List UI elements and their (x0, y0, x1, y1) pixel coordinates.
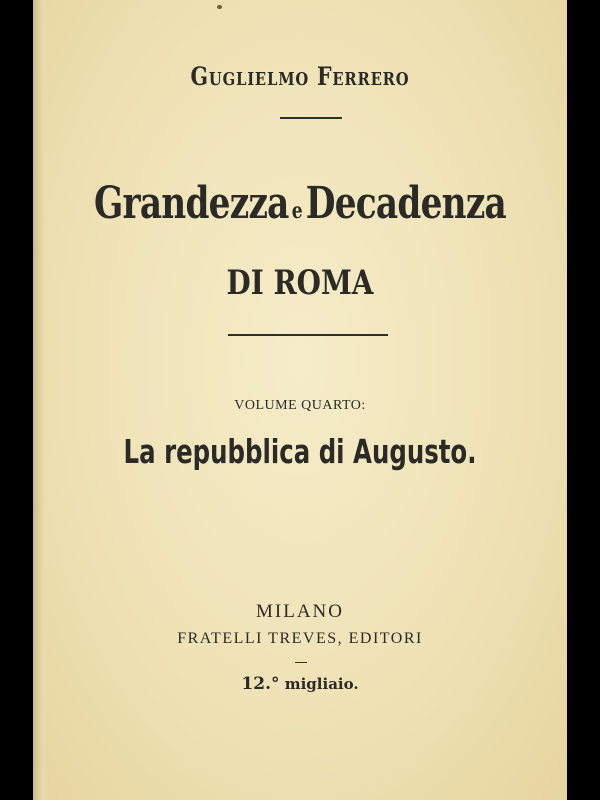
edition-word: migliaio. (284, 675, 359, 693)
volume-subtitle: La repubblica di Augusto. (123, 432, 477, 471)
publisher-name: FRATELLI TREVES, EDITORI (177, 630, 423, 647)
title-conjunction: e (291, 198, 303, 224)
author-name: Guglielmo Ferrero (190, 62, 410, 91)
title-word-decadenza: Decadenza (305, 178, 506, 229)
edition-number: 12.° (241, 674, 280, 694)
book-page (33, 0, 567, 800)
volume-label: VOLUME QUARTO: (234, 398, 366, 413)
ink-spot (217, 5, 222, 9)
title-line-1 (92, 178, 509, 229)
publication-city: MILANO (256, 601, 344, 622)
title-word-grandezza: Grandezza (93, 178, 289, 229)
divider-rule-small (295, 662, 307, 663)
edition-statement (33, 674, 567, 694)
divider-rule-top (280, 117, 342, 119)
divider-rule-middle (228, 334, 388, 336)
title-line-2: DI ROMA (226, 263, 374, 303)
